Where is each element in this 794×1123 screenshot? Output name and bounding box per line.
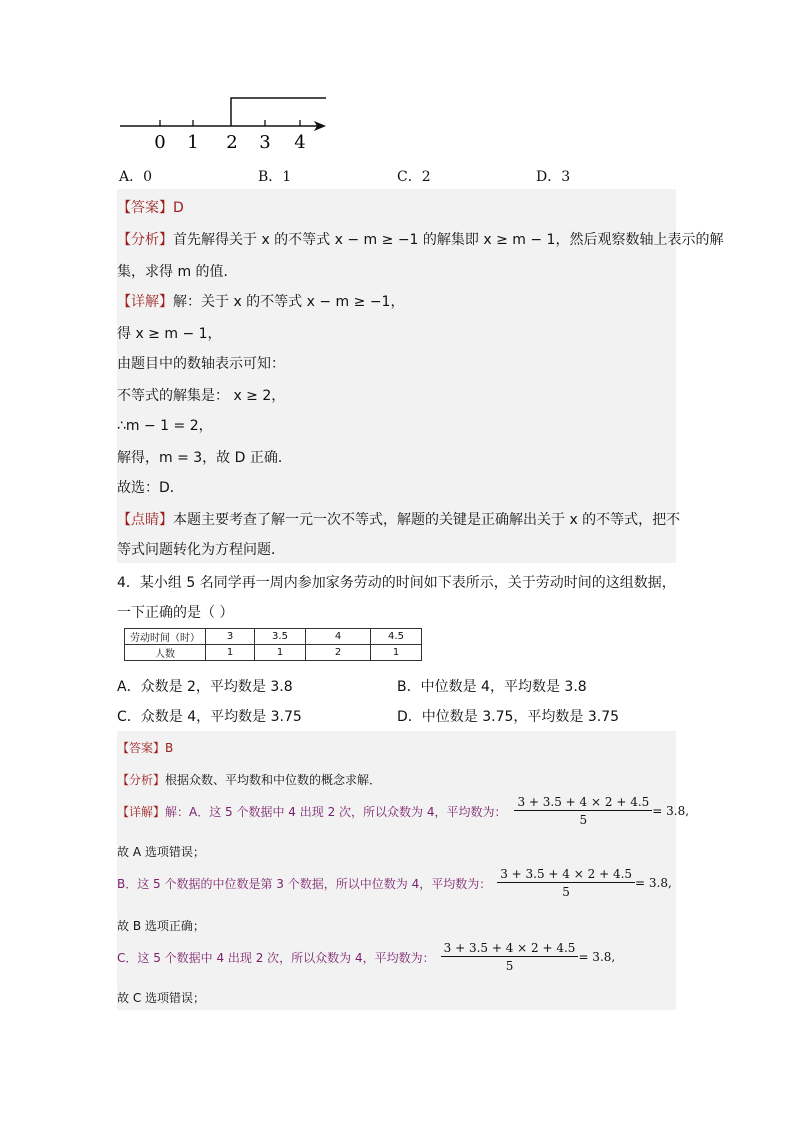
- table-cell: 4: [306, 629, 371, 645]
- q3-detail-line-7: 故选：D．: [117, 480, 184, 496]
- q4-option-c: C．众数是 4，平均数是 3.75: [117, 709, 302, 725]
- table-cell: 4.5: [371, 629, 422, 645]
- q3-detail-line-3: 由题目中的数轴表示可知：: [117, 356, 285, 372]
- q3-analysis-line-1: [117, 229, 723, 249]
- table-cell: 1: [255, 645, 306, 661]
- table-cell: 3: [206, 629, 255, 645]
- table-cell: 劳动时间（时）: [125, 629, 206, 645]
- q4-detail-b-line: [117, 867, 672, 899]
- q4-answer-line: [117, 739, 173, 756]
- tick-label-1: 1: [187, 132, 199, 153]
- table-cell: 3.5: [255, 629, 306, 645]
- q3-option-d: D．3: [536, 169, 571, 185]
- q4-detail-c-line: [117, 941, 615, 973]
- fraction-result: = 3.8,: [652, 804, 690, 818]
- q4-conclusion-b: 故 B 选项正确；: [117, 919, 205, 933]
- answer-value: D: [173, 200, 184, 216]
- answer-value: B: [165, 741, 174, 755]
- detail-b-text: B．这 5 个数据的中位数是第 3 个数据，所以中位数为 4，平均数为：: [117, 876, 492, 891]
- q4-conclusion-c: 故 C 选项错误；: [117, 991, 206, 1005]
- number-line-figure: [118, 92, 333, 154]
- fraction-numerator: 3 + 3.5 + 4 × 2 + 4.5: [441, 941, 579, 957]
- q3-option-a: A．0: [119, 169, 153, 185]
- tick-label-4: 4: [294, 132, 306, 153]
- analysis-tag: 【分析】: [117, 773, 166, 787]
- detail-tag: 【详解】: [117, 804, 166, 819]
- q4-conclusion-a: 故 A 选项错误；: [117, 845, 205, 859]
- answer-tag: 【答案】: [117, 741, 166, 755]
- q3-analysis-line-2: 集，求得 m 的值．: [117, 264, 238, 280]
- q4-analysis-line: [117, 771, 381, 788]
- solution-set-bracket: [231, 98, 326, 126]
- table-cell: 2: [306, 645, 371, 661]
- table-cell: 1: [206, 645, 255, 661]
- q4-data-table: [124, 628, 422, 661]
- analysis-tag: 【分析】: [117, 232, 173, 248]
- mean-fraction-a: [514, 795, 652, 827]
- table-cell: 1: [371, 645, 422, 661]
- q4-stem-line-2: 一下正确的是（ ）: [117, 605, 234, 621]
- fraction-numerator: 3 + 3.5 + 4 × 2 + 4.5: [514, 795, 652, 811]
- detail-text-1: 解：关于 x 的不等式 x − m ≥ −1，: [173, 294, 405, 310]
- q3-comment-line-2: 等式问题转化为方程问题．: [117, 542, 285, 558]
- table-row: [125, 645, 422, 661]
- analysis-text-1: 首先解得关于 x 的不等式 x − m ≥ −1 的解集即 x ≥ m − 1，然后观察数轴上表示的解: [173, 232, 724, 248]
- q4-detail-a-line: [117, 795, 689, 827]
- table-row: [125, 629, 422, 645]
- fraction-denominator: 5: [562, 885, 570, 899]
- fraction-denominator: 5: [505, 959, 514, 973]
- q3-detail-line-5: ∴m − 1 = 2，: [117, 418, 213, 434]
- q4-option-a: A．众数是 2，平均数是 3.8: [117, 679, 293, 695]
- detail-tag: 【详解】: [117, 294, 173, 310]
- detail-c-text: C．这 5 个数据中 4 出现 2 次，所以众数为 4，平均数为：: [117, 950, 435, 965]
- q4-solution-box: [117, 731, 690, 1010]
- q3-solution-box: [117, 189, 724, 563]
- comment-tag: 【点睛】: [117, 512, 173, 528]
- q3-detail-line-1: [117, 291, 404, 311]
- tick-label-2: 2: [226, 132, 238, 153]
- tick-label-0: 0: [154, 132, 166, 153]
- q4-option-b: B．中位数是 4，平均数是 3.8: [397, 679, 587, 695]
- table-cell: 人数: [125, 645, 206, 661]
- q3-option-c: C．2: [397, 169, 431, 185]
- q4-stem-line-1: 4．某小组 5 名同学再一周内参加家务劳动的时间如下表所示，关于劳动时间的这组数据，: [117, 575, 676, 591]
- fraction-denominator: 5: [579, 813, 588, 827]
- q3-detail-line-6: 解得，m = 3，故 D 正确．: [117, 450, 292, 466]
- analysis-text: 根据众数、平均数和中位数的概念求解．: [165, 773, 382, 787]
- comment-text-1: 本题主要考查了解一元一次不等式，解题的关键是正确解出关于 x 的不等式，把不: [173, 512, 681, 528]
- answer-tag: 【答案】: [117, 200, 173, 216]
- q3-detail-line-4: 不等式的解集是： x ≥ 2，: [117, 388, 286, 404]
- tick-label-3: 3: [259, 132, 271, 153]
- fraction-numerator: 3 + 3.5 + 4 × 2 + 4.5: [497, 867, 635, 883]
- fraction-result: = 3.8,: [635, 876, 672, 890]
- detail-a-text: 解：A．这 5 个数据中 4 出现 2 次，所以众数为 4，平均数为：: [165, 804, 507, 819]
- mean-fraction-c: [441, 941, 579, 973]
- mean-fraction-b: [497, 867, 635, 899]
- q4-option-d: D．中位数是 3.75，平均数是 3.75: [397, 709, 620, 725]
- q3-option-b: B．1: [258, 169, 292, 185]
- q3-detail-line-2: 得 x ≥ m − 1，: [117, 326, 222, 342]
- q3-answer-line: [117, 197, 184, 217]
- q3-comment-line-1: [117, 509, 680, 529]
- fraction-result: = 3.8,: [578, 950, 616, 964]
